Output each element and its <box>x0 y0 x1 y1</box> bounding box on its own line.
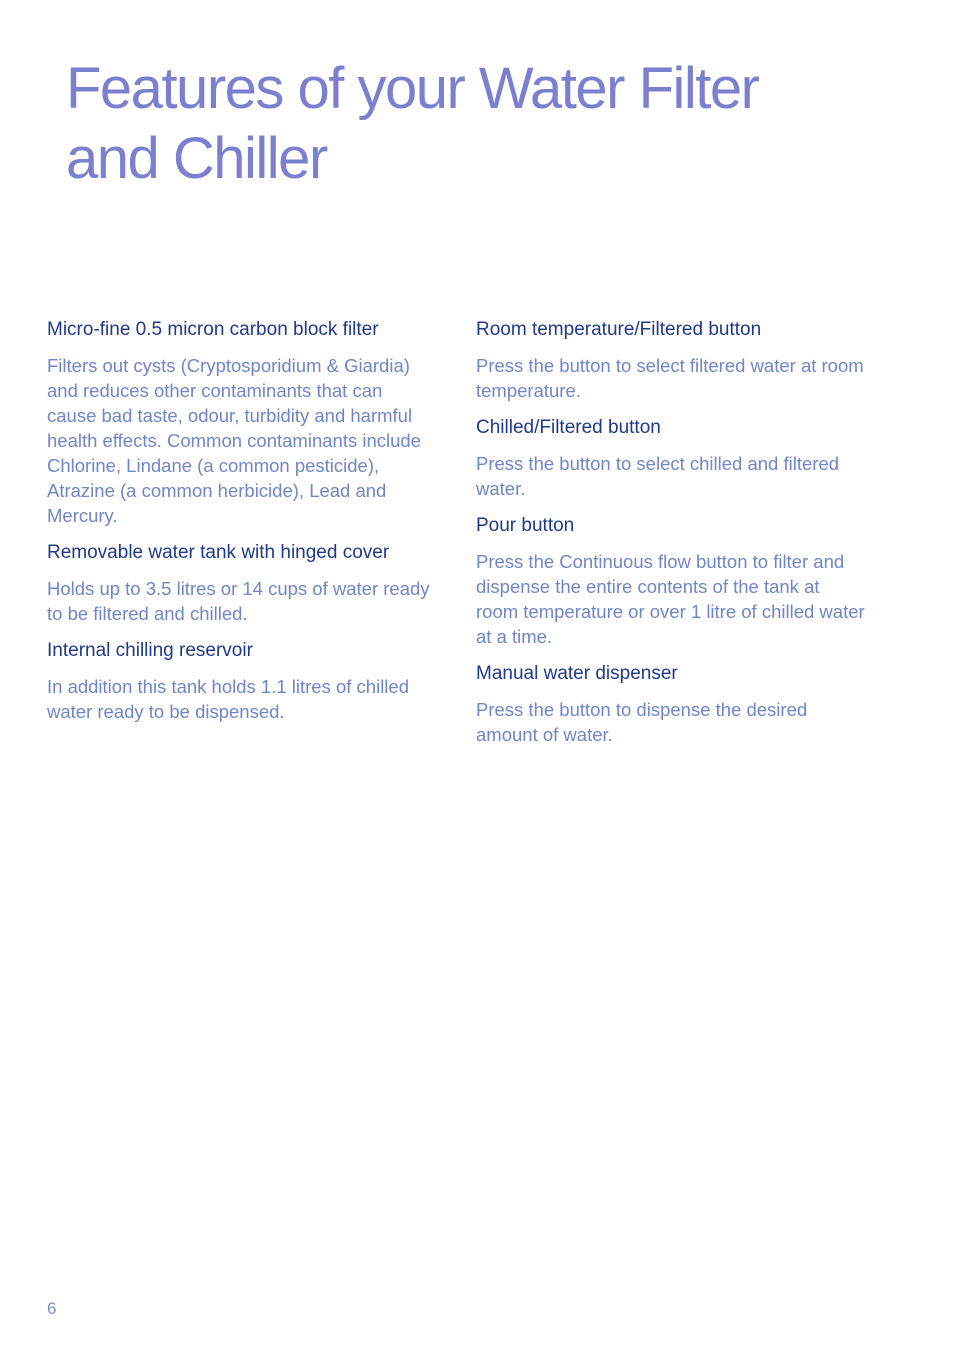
body-line: Filters out cysts (Cryptosporidium & Giardia) <box>47 355 410 376</box>
section-manual-dispenser <box>476 661 896 747</box>
section-chilling-reservoir <box>47 638 462 724</box>
section-body <box>47 576 462 626</box>
section-carbon-filter <box>47 317 462 528</box>
section-heading: Manual water dispenser <box>476 663 678 684</box>
body-line: Chlorine, Lindane (a common pesticide), <box>47 455 380 476</box>
section-heading: Micro-fine 0.5 micron carbon block filter <box>47 319 379 340</box>
body-line: temperature. <box>476 380 581 401</box>
section-body <box>476 697 896 747</box>
body-line: amount of water. <box>476 724 613 745</box>
body-line: Atrazine (a common herbicide), Lead and <box>47 480 387 501</box>
body-line: Press the button to dispense the desired <box>476 699 808 720</box>
body-line: Mercury. <box>47 505 118 526</box>
section-heading: Pour button <box>476 515 575 536</box>
body-line: water ready to be dispensed. <box>47 701 285 722</box>
body-line: health effects. Common contaminants include <box>47 430 421 451</box>
section-body <box>476 353 896 403</box>
body-line: cause bad taste, odour, turbidity and harmful <box>47 405 413 426</box>
section-body <box>476 451 896 501</box>
body-line: In addition this tank holds 1.1 litres of chilled <box>47 676 409 697</box>
right-column <box>476 317 896 759</box>
title-line-1: Features of your Water Filter <box>66 56 759 121</box>
section-pour-button <box>476 513 896 649</box>
body-line: Holds up to 3.5 litres or 14 cups of water ready <box>47 578 430 599</box>
body-line: room temperature or over 1 litre of chilled water <box>476 601 865 622</box>
page-number: 6 <box>47 1299 57 1318</box>
section-chilled-button <box>476 415 896 501</box>
section-heading: Room temperature/Filtered button <box>476 319 762 340</box>
page-title <box>66 54 886 194</box>
section-body <box>47 674 462 724</box>
section-water-tank <box>47 540 462 626</box>
left-column <box>47 317 462 736</box>
section-body <box>47 353 462 528</box>
section-room-temp-button <box>476 317 896 403</box>
body-line: to be filtered and chilled. <box>47 603 248 624</box>
body-line: Press the button to select filtered water at room <box>476 355 864 376</box>
body-line: dispense the entire contents of the tank at <box>476 576 820 597</box>
section-body <box>476 549 896 649</box>
body-line: Press the Continuous flow button to filter and <box>476 551 845 572</box>
body-line: water. <box>476 478 526 499</box>
section-heading: Internal chilling reservoir <box>47 640 253 661</box>
section-heading: Chilled/Filtered button <box>476 417 661 438</box>
title-line-2: and Chiller <box>66 126 327 191</box>
section-heading: Removable water tank with hinged cover <box>47 542 390 563</box>
body-line: at a time. <box>476 626 553 647</box>
body-line: Press the button to select chilled and filtered <box>476 453 840 474</box>
body-line: and reduces other contaminants that can <box>47 380 383 401</box>
